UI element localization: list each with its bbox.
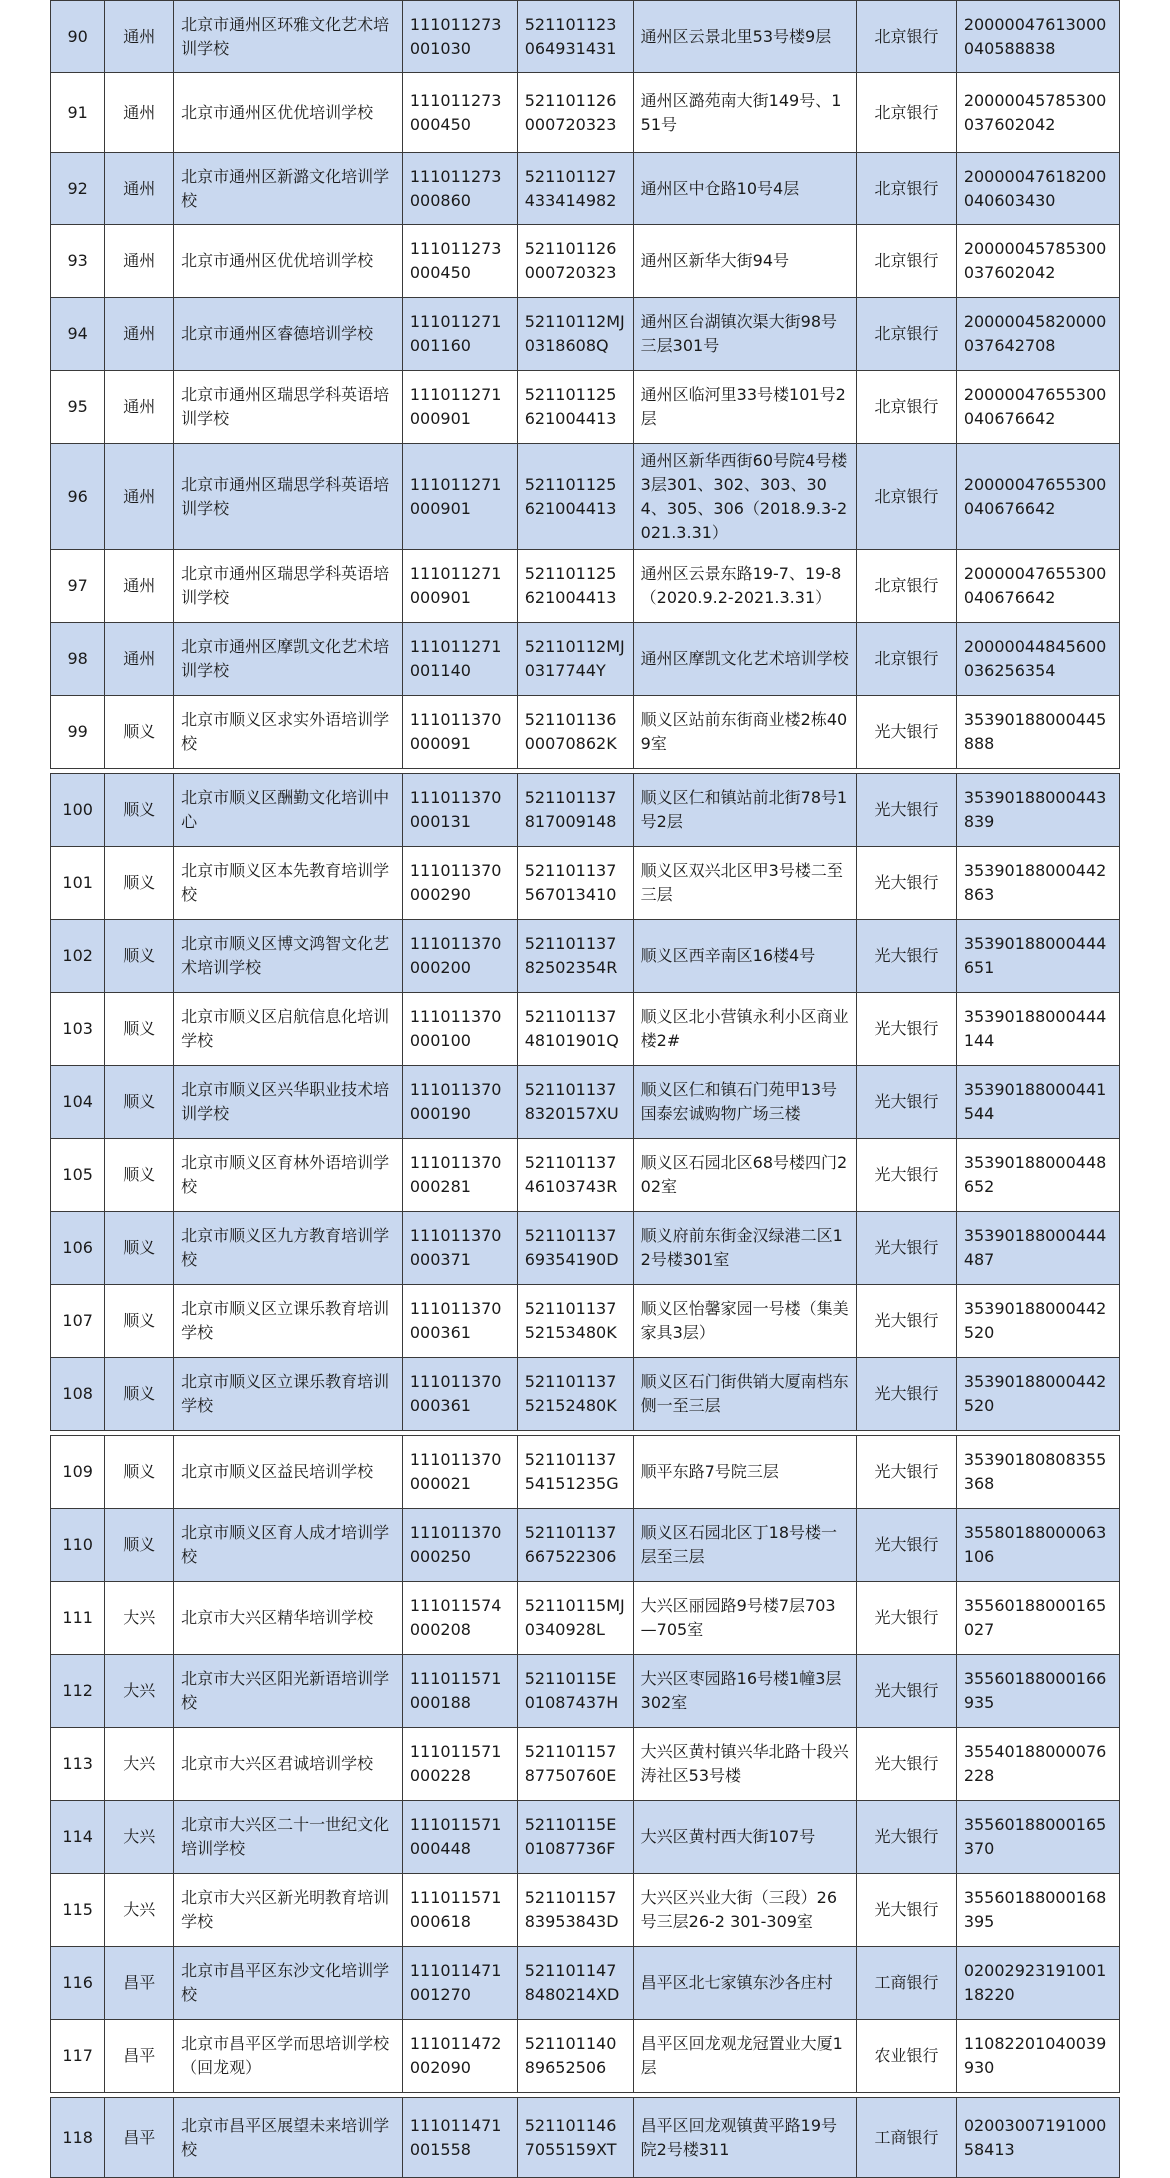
table-row — [51, 920, 1120, 993]
cell-school-name: 北京市大兴区新光明教育培训学校 — [174, 1874, 403, 1947]
cell-bank: 光大银行 — [857, 1655, 957, 1728]
cell-district: 通州 — [105, 371, 174, 444]
cell-address: 大兴区丽园路9号楼7层703—705室 — [633, 1582, 857, 1655]
cell-district: 顺义 — [105, 847, 174, 920]
cell-permit-number: 111011370000100 — [402, 993, 517, 1066]
cell-bank: 光大银行 — [857, 696, 957, 769]
cell-credit-code: 52110113752152480K — [517, 1358, 633, 1431]
cell-index: 108 — [51, 1358, 105, 1431]
cell-credit-code: 52110115783953843D — [517, 1874, 633, 1947]
cell-credit-code: 52110113769354190D — [517, 1212, 633, 1285]
cell-address: 通州区新华西街60号院4号楼3层301、302、303、304、305、306（2018.9.3-2021.3.31） — [633, 444, 857, 550]
cell-district: 顺义 — [105, 696, 174, 769]
table-row — [51, 1947, 1120, 2020]
cell-address: 大兴区黄村西大街107号 — [633, 1801, 857, 1874]
table-row — [51, 1655, 1120, 1728]
cell-credit-code: 52110113748101901Q — [517, 993, 633, 1066]
cell-address: 顺义区仁和镇石门苑甲13号国泰宏诚购物广场三楼 — [633, 1066, 857, 1139]
table-row — [51, 1, 1120, 73]
cell-account: 20000044845600036256354 — [956, 623, 1119, 696]
school-list-sheet — [50, 0, 1120, 2178]
table-row — [51, 225, 1120, 298]
cell-address: 顺义区西辛南区16楼4号 — [633, 920, 857, 993]
cell-bank: 北京银行 — [857, 298, 957, 371]
cell-account: 35390188000444651 — [956, 920, 1119, 993]
cell-address: 通州区云景东路19-7、19-8（2020.9.2-2021.3.31） — [633, 550, 857, 623]
cell-credit-code: 52110115E01087736F — [517, 1801, 633, 1874]
cell-district: 昌平 — [105, 1947, 174, 2020]
table-row — [51, 2020, 1120, 2093]
cell-index: 104 — [51, 1066, 105, 1139]
cell-index: 92 — [51, 153, 105, 225]
cell-credit-code: 52110113746103743R — [517, 1139, 633, 1212]
cell-account: 20000047618200040603430 — [956, 153, 1119, 225]
cell-bank: 光大银行 — [857, 920, 957, 993]
table-row — [51, 1358, 1120, 1431]
cell-bank: 光大银行 — [857, 847, 957, 920]
cell-district: 顺义 — [105, 1139, 174, 1212]
cell-credit-code: 52110113754151235G — [517, 1436, 633, 1509]
cell-district: 顺义 — [105, 993, 174, 1066]
cell-bank: 光大银行 — [857, 1874, 957, 1947]
cell-district: 大兴 — [105, 1801, 174, 1874]
cell-district: 通州 — [105, 550, 174, 623]
cell-school-name: 北京市通州区瑞思学科英语培训学校 — [174, 550, 403, 623]
table-row — [51, 623, 1120, 696]
cell-bank: 北京银行 — [857, 550, 957, 623]
cell-address: 通州区台湖镇次渠大街98号三层301号 — [633, 298, 857, 371]
cell-school-name: 北京市昌平区学而思培训学校（回龙观） — [174, 2020, 403, 2093]
cell-bank: 光大银行 — [857, 774, 957, 847]
cell-account: 35390188000444487 — [956, 1212, 1119, 1285]
cell-account: 20000045820000037642708 — [956, 298, 1119, 371]
cell-permit-number: 111011571000188 — [402, 1655, 517, 1728]
table-row — [51, 1728, 1120, 1801]
cell-address: 顺义区北小营镇永利小区商业楼2# — [633, 993, 857, 1066]
cell-permit-number: 111011271001140 — [402, 623, 517, 696]
cell-district: 顺义 — [105, 1066, 174, 1139]
cell-index: 109 — [51, 1436, 105, 1509]
cell-credit-code: 52110113782502354R — [517, 920, 633, 993]
cell-school-name: 北京市大兴区精华培训学校 — [174, 1582, 403, 1655]
cell-credit-code: 52110114089652506 — [517, 2020, 633, 2093]
cell-account: 20000047613000040588838 — [956, 1, 1119, 73]
cell-index: 115 — [51, 1874, 105, 1947]
cell-index: 112 — [51, 1655, 105, 1728]
cell-district: 顺义 — [105, 1358, 174, 1431]
cell-school-name: 北京市通州区摩凯文化艺术培训学校 — [174, 623, 403, 696]
table-row — [51, 1066, 1120, 1139]
cell-address: 大兴区枣园路16号楼1幢3层302室 — [633, 1655, 857, 1728]
cell-address: 昌平区北七家镇东沙各庄村 — [633, 1947, 857, 2020]
cell-district: 顺义 — [105, 1436, 174, 1509]
cell-address: 大兴区兴业大街（三段）26号三层26-2 301-309室 — [633, 1874, 857, 1947]
cell-school-name: 北京市昌平区展望未来培训学校 — [174, 2098, 403, 2178]
cell-school-name: 北京市通州区瑞思学科英语培训学校 — [174, 444, 403, 550]
cell-index: 113 — [51, 1728, 105, 1801]
table-row — [51, 550, 1120, 623]
cell-permit-number: 111011273000450 — [402, 225, 517, 298]
cell-bank: 光大银行 — [857, 1582, 957, 1655]
table-row — [51, 774, 1120, 847]
cell-account: 35560188000165370 — [956, 1801, 1119, 1874]
cell-account: 20000045785300037602042 — [956, 73, 1119, 153]
cell-credit-code: 521101127433414982 — [517, 153, 633, 225]
cell-permit-number: 111011370000371 — [402, 1212, 517, 1285]
table-row — [51, 847, 1120, 920]
cell-account: 11082201040039930 — [956, 2020, 1119, 2093]
cell-school-name: 北京市顺义区立课乐教育培训学校 — [174, 1285, 403, 1358]
cell-school-name: 北京市通州区新潞文化培训学校 — [174, 153, 403, 225]
cell-district: 昌平 — [105, 2098, 174, 2178]
cell-address: 顺义区石园北区68号楼四门202室 — [633, 1139, 857, 1212]
cell-address: 顺义府前东街金汉绿港二区12号楼301室 — [633, 1212, 857, 1285]
cell-credit-code: 521101125621004413 — [517, 371, 633, 444]
table-row — [51, 1874, 1120, 1947]
cell-school-name: 北京市顺义区育人成才培训学校 — [174, 1509, 403, 1582]
cell-district: 大兴 — [105, 1874, 174, 1947]
cell-credit-code: 52110115E01087437H — [517, 1655, 633, 1728]
cell-account: 35390180808355368 — [956, 1436, 1119, 1509]
cell-permit-number: 111011370000281 — [402, 1139, 517, 1212]
cell-credit-code: 5211011378320157XU — [517, 1066, 633, 1139]
cell-bank: 工商银行 — [857, 1947, 957, 2020]
cell-bank: 北京银行 — [857, 623, 957, 696]
cell-permit-number: 111011273001030 — [402, 1, 517, 73]
cell-school-name: 北京市昌平区东沙文化培训学校 — [174, 1947, 403, 2020]
cell-permit-number: 111011370000200 — [402, 920, 517, 993]
cell-permit-number: 111011370000361 — [402, 1358, 517, 1431]
cell-account: 35390188000441544 — [956, 1066, 1119, 1139]
cell-address: 通州区临河里33号楼101号2层 — [633, 371, 857, 444]
cell-index: 117 — [51, 2020, 105, 2093]
cell-address: 顺义区石园北区丁18号楼一层至三层 — [633, 1509, 857, 1582]
cell-index: 106 — [51, 1212, 105, 1285]
cell-address: 通州区摩凯文化艺术培训学校 — [633, 623, 857, 696]
cell-address: 顺平东路7号院三层 — [633, 1436, 857, 1509]
cell-credit-code: 521101125621004413 — [517, 444, 633, 550]
cell-index: 110 — [51, 1509, 105, 1582]
cell-index: 111 — [51, 1582, 105, 1655]
cell-district: 大兴 — [105, 1655, 174, 1728]
cell-index: 107 — [51, 1285, 105, 1358]
cell-index: 118 — [51, 2098, 105, 2178]
table-row — [51, 1436, 1120, 1509]
cell-account: 35390188000443839 — [956, 774, 1119, 847]
school-table — [50, 0, 1120, 2178]
cell-permit-number: 111011273000450 — [402, 73, 517, 153]
cell-district: 顺义 — [105, 1212, 174, 1285]
cell-address: 大兴区黄村镇兴华北路十段兴涛社区53号楼 — [633, 1728, 857, 1801]
cell-account: 35540188000076228 — [956, 1728, 1119, 1801]
cell-account: 35390188000442520 — [956, 1358, 1119, 1431]
cell-account: 20000047655300040676642 — [956, 371, 1119, 444]
cell-address: 顺义区仁和镇站前北街78号1号2层 — [633, 774, 857, 847]
cell-account: 20000047655300040676642 — [956, 444, 1119, 550]
cell-school-name: 北京市顺义区育林外语培训学校 — [174, 1139, 403, 1212]
cell-credit-code: 52110113600070862K — [517, 696, 633, 769]
cell-bank: 光大银行 — [857, 1139, 957, 1212]
cell-bank: 北京银行 — [857, 371, 957, 444]
cell-permit-number: 111011271000901 — [402, 444, 517, 550]
cell-address: 通州区新华大街94号 — [633, 225, 857, 298]
table-row — [51, 696, 1120, 769]
table-row — [51, 153, 1120, 225]
cell-bank: 北京银行 — [857, 444, 957, 550]
cell-index: 93 — [51, 225, 105, 298]
cell-district: 通州 — [105, 1, 174, 73]
table-row — [51, 1509, 1120, 1582]
cell-permit-number: 111011370000021 — [402, 1436, 517, 1509]
cell-permit-number: 111011271000901 — [402, 371, 517, 444]
cell-district: 顺义 — [105, 1509, 174, 1582]
cell-account: 0200300719100058413 — [956, 2098, 1119, 2178]
cell-school-name: 北京市顺义区求实外语培训学校 — [174, 696, 403, 769]
cell-address: 通州区云景北里53号楼9层 — [633, 1, 857, 73]
cell-permit-number: 111011471001558 — [402, 2098, 517, 2178]
cell-district: 通州 — [105, 623, 174, 696]
cell-credit-code: 521101137667522306 — [517, 1509, 633, 1582]
cell-account: 35560188000166935 — [956, 1655, 1119, 1728]
cell-index: 105 — [51, 1139, 105, 1212]
cell-address: 通州区潞苑南大街149号、151号 — [633, 73, 857, 153]
cell-account: 20000047655300040676642 — [956, 550, 1119, 623]
cell-bank: 光大银行 — [857, 1358, 957, 1431]
cell-permit-number: 111011571000448 — [402, 1801, 517, 1874]
cell-school-name: 北京市通州区优优培训学校 — [174, 225, 403, 298]
cell-bank: 光大银行 — [857, 1801, 957, 1874]
cell-school-name: 北京市通州区环雅文化艺术培训学校 — [174, 1, 403, 73]
cell-district: 顺义 — [105, 1285, 174, 1358]
cell-credit-code: 52110112MJ0318608Q — [517, 298, 633, 371]
cell-district: 顺义 — [105, 774, 174, 847]
cell-district: 通州 — [105, 73, 174, 153]
cell-district: 大兴 — [105, 1582, 174, 1655]
cell-index: 102 — [51, 920, 105, 993]
table-row — [51, 73, 1120, 153]
cell-school-name: 北京市顺义区本先教育培训学校 — [174, 847, 403, 920]
cell-index: 91 — [51, 73, 105, 153]
cell-account: 35390188000442520 — [956, 1285, 1119, 1358]
cell-index: 101 — [51, 847, 105, 920]
cell-index: 98 — [51, 623, 105, 696]
cell-credit-code: 52110113752153480K — [517, 1285, 633, 1358]
cell-permit-number: 111011370000091 — [402, 696, 517, 769]
cell-school-name: 北京市顺义区九方教育培训学校 — [174, 1212, 403, 1285]
cell-account: 35390188000444144 — [956, 993, 1119, 1066]
cell-address: 昌平区回龙观镇黄平路19号院2号楼311 — [633, 2098, 857, 2178]
cell-school-name: 北京市通州区睿德培训学校 — [174, 298, 403, 371]
cell-credit-code: 521101137567013410 — [517, 847, 633, 920]
cell-permit-number: 111011370000250 — [402, 1509, 517, 1582]
cell-permit-number: 111011571000618 — [402, 1874, 517, 1947]
cell-index: 116 — [51, 1947, 105, 2020]
cell-bank: 北京银行 — [857, 73, 957, 153]
cell-bank: 北京银行 — [857, 225, 957, 298]
cell-bank: 农业银行 — [857, 2020, 957, 2093]
cell-index: 96 — [51, 444, 105, 550]
table-row — [51, 1285, 1120, 1358]
cell-account: 20000045785300037602042 — [956, 225, 1119, 298]
cell-account: 0200292319100118220 — [956, 1947, 1119, 2020]
cell-account: 35390188000442863 — [956, 847, 1119, 920]
cell-index: 99 — [51, 696, 105, 769]
table-row — [51, 371, 1120, 444]
cell-permit-number: 111011273000860 — [402, 153, 517, 225]
cell-credit-code: 52110115787750760E — [517, 1728, 633, 1801]
cell-address: 顺义区站前东街商业楼2栋409室 — [633, 696, 857, 769]
cell-credit-code: 52110115MJ0340928L — [517, 1582, 633, 1655]
cell-district: 昌平 — [105, 2020, 174, 2093]
cell-address: 顺义区石门街供销大厦南档东侧一至三层 — [633, 1358, 857, 1431]
cell-index: 94 — [51, 298, 105, 371]
cell-permit-number: 111011370000361 — [402, 1285, 517, 1358]
cell-school-name: 北京市顺义区酬勤文化培训中心 — [174, 774, 403, 847]
cell-bank: 北京银行 — [857, 1, 957, 73]
cell-address: 顺义区双兴北区甲3号楼二至三层 — [633, 847, 857, 920]
cell-bank: 光大银行 — [857, 1728, 957, 1801]
cell-bank: 光大银行 — [857, 1066, 957, 1139]
cell-district: 大兴 — [105, 1728, 174, 1801]
cell-index: 97 — [51, 550, 105, 623]
cell-index: 114 — [51, 1801, 105, 1874]
cell-district: 通州 — [105, 225, 174, 298]
cell-index: 100 — [51, 774, 105, 847]
cell-bank: 光大银行 — [857, 1285, 957, 1358]
cell-school-name: 北京市大兴区二十一世纪文化培训学校 — [174, 1801, 403, 1874]
table-row — [51, 993, 1120, 1066]
cell-school-name: 北京市大兴区阳光新语培训学校 — [174, 1655, 403, 1728]
cell-credit-code: 52110112MJ0317744Y — [517, 623, 633, 696]
cell-school-name: 北京市顺义区博文鸿智文化艺术培训学校 — [174, 920, 403, 993]
cell-credit-code: 521101125621004413 — [517, 550, 633, 623]
cell-school-name: 北京市通州区优优培训学校 — [174, 73, 403, 153]
cell-bank: 光大银行 — [857, 1436, 957, 1509]
cell-district: 通州 — [105, 298, 174, 371]
table-row — [51, 1801, 1120, 1874]
cell-account: 35560188000168395 — [956, 1874, 1119, 1947]
cell-index: 103 — [51, 993, 105, 1066]
cell-address: 昌平区回龙观龙冠置业大厦1层 — [633, 2020, 857, 2093]
cell-permit-number: 111011271001160 — [402, 298, 517, 371]
cell-permit-number: 111011271000901 — [402, 550, 517, 623]
cell-index: 90 — [51, 1, 105, 73]
cell-permit-number: 111011370000290 — [402, 847, 517, 920]
cell-school-name: 北京市顺义区益民培训学校 — [174, 1436, 403, 1509]
cell-bank: 工商银行 — [857, 2098, 957, 2178]
table-row — [51, 2098, 1120, 2178]
cell-bank: 光大银行 — [857, 993, 957, 1066]
cell-credit-code: 5211011478480214XD — [517, 1947, 633, 2020]
cell-credit-code: 521101137817009148 — [517, 774, 633, 847]
cell-bank: 光大银行 — [857, 1212, 957, 1285]
cell-school-name: 北京市顺义区立课乐教育培训学校 — [174, 1358, 403, 1431]
cell-permit-number: 111011471001270 — [402, 1947, 517, 2020]
cell-address: 顺义区怡馨家园一号楼（集美家具3层） — [633, 1285, 857, 1358]
table-row — [51, 1582, 1120, 1655]
cell-permit-number: 111011370000131 — [402, 774, 517, 847]
cell-school-name: 北京市顺义区兴华职业技术培训学校 — [174, 1066, 403, 1139]
cell-bank: 北京银行 — [857, 153, 957, 225]
cell-credit-code: 521101123064931431 — [517, 1, 633, 73]
cell-permit-number: 111011574000208 — [402, 1582, 517, 1655]
table-row — [51, 1139, 1120, 1212]
cell-school-name: 北京市顺义区启航信息化培训学校 — [174, 993, 403, 1066]
cell-permit-number: 111011571000228 — [402, 1728, 517, 1801]
cell-school-name: 北京市大兴区君诚培训学校 — [174, 1728, 403, 1801]
cell-account: 35560188000165027 — [956, 1582, 1119, 1655]
cell-address: 通州区中仓路10号4层 — [633, 153, 857, 225]
table-row — [51, 298, 1120, 371]
table-body — [51, 1, 1120, 2178]
cell-bank: 光大银行 — [857, 1509, 957, 1582]
cell-district: 通州 — [105, 444, 174, 550]
cell-permit-number: 111011370000190 — [402, 1066, 517, 1139]
cell-credit-code: 5211011467055159XT — [517, 2098, 633, 2178]
cell-school-name: 北京市通州区瑞思学科英语培训学校 — [174, 371, 403, 444]
cell-district: 顺义 — [105, 920, 174, 993]
cell-account: 35580188000063106 — [956, 1509, 1119, 1582]
cell-credit-code: 521101126000720323 — [517, 225, 633, 298]
cell-account: 35390188000448652 — [956, 1139, 1119, 1212]
cell-index: 95 — [51, 371, 105, 444]
cell-permit-number: 111011472002090 — [402, 2020, 517, 2093]
cell-account: 35390188000445888 — [956, 696, 1119, 769]
table-row — [51, 1212, 1120, 1285]
cell-district: 通州 — [105, 153, 174, 225]
cell-credit-code: 521101126000720323 — [517, 73, 633, 153]
table-row — [51, 444, 1120, 550]
